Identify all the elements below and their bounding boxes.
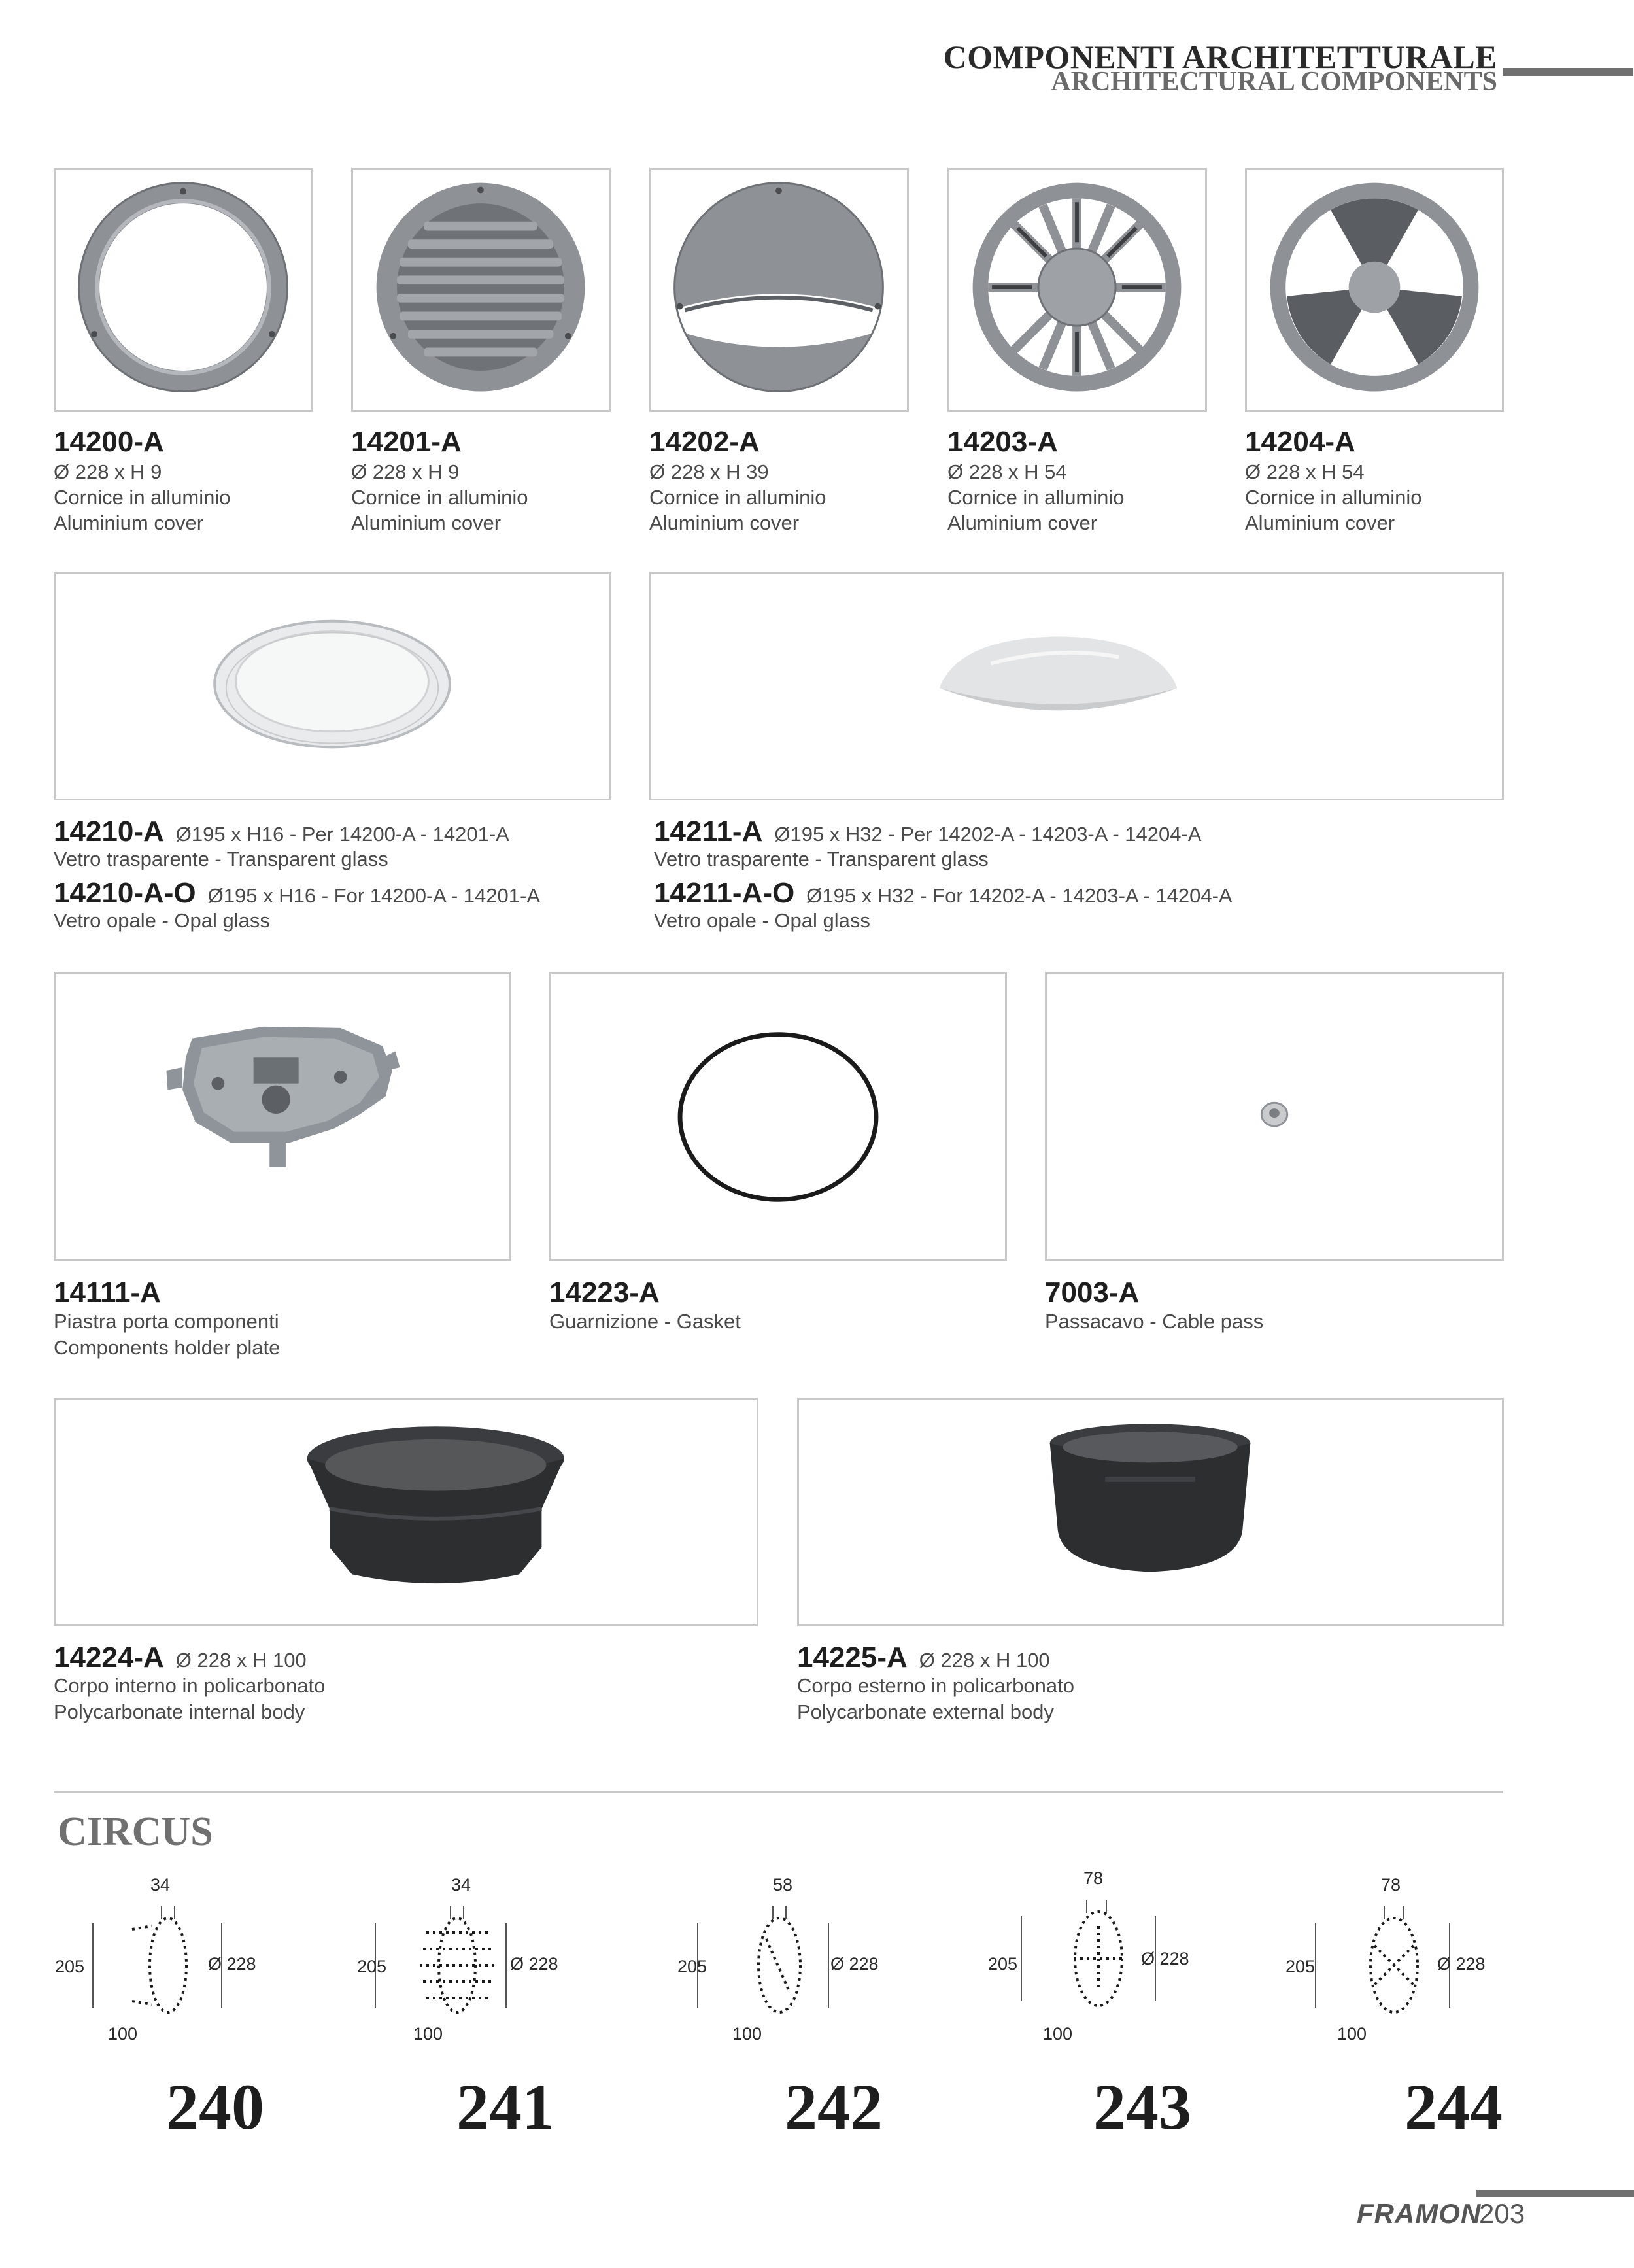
glass-spec: Ø195 x H32 - Per 14202-A - 14203-A - 14204-A xyxy=(774,823,1202,846)
page-reference[interactable]: 241 xyxy=(456,2070,554,2143)
flat-glass-icon xyxy=(56,574,609,799)
glass-spec: Ø195 x H16 - Per 14200-A - 14201-A xyxy=(175,823,509,846)
product-image-14211-a xyxy=(649,572,1504,800)
drawing-diameter-dim: Ø 228 xyxy=(1437,1954,1486,1974)
product-image-14200-a xyxy=(54,168,313,412)
page-number: 203 xyxy=(1479,2198,1525,2229)
page-reference[interactable]: 243 xyxy=(1093,2070,1191,2143)
footer-rule xyxy=(1476,2190,1634,2197)
drawing-height-dim: 205 xyxy=(357,1957,387,1976)
section-title-italian: COMPONENTI ARCHITETTURALE xyxy=(943,39,1497,75)
drawing-width-dim: 100 xyxy=(1337,2024,1367,2044)
product-code xyxy=(54,1643,307,1672)
glass-code: 14210-A-O xyxy=(54,877,196,909)
product-code: 14223-A xyxy=(549,1277,660,1309)
product-image-14202-a xyxy=(649,168,909,412)
drawing-top-dim: 58 xyxy=(773,1875,793,1895)
page-reference[interactable]: 242 xyxy=(785,2070,883,2143)
header-rule xyxy=(1503,68,1633,76)
product-image-14111-a xyxy=(54,972,511,1261)
drawing-height-dim: 205 xyxy=(988,1954,1018,1974)
internal-body-icon xyxy=(56,1400,757,1624)
glass-desc: Vetro opale - Opal glass xyxy=(654,909,870,932)
product-code xyxy=(54,817,509,846)
product-desc-it: Cornice in alluminio xyxy=(947,486,1125,509)
trefoil-cover-icon xyxy=(1247,170,1502,410)
product-code-text: 14225-A xyxy=(797,1641,908,1674)
page-reference[interactable]: 244 xyxy=(1404,2070,1503,2143)
component-plate-icon xyxy=(56,974,509,1259)
product-desc-en: Polycarbonate external body xyxy=(797,1700,1054,1723)
drawing-top-dim: 34 xyxy=(451,1875,471,1895)
glass-desc: Vetro trasparente - Transparent glass xyxy=(54,848,388,870)
section-title-english: ARCHITECTURAL COMPONENTS xyxy=(1051,67,1497,97)
spoke-cover-icon xyxy=(949,170,1205,410)
drawing-top-dim: 34 xyxy=(150,1875,171,1895)
product-desc-it: Corpo esterno in policarbonato xyxy=(797,1674,1074,1697)
product-image-14201-a xyxy=(351,168,611,412)
product-code: 14200-A xyxy=(54,426,164,458)
ring-cover-icon xyxy=(56,170,311,410)
product-desc-it: Cornice in alluminio xyxy=(1245,486,1422,509)
product-image-7003-a xyxy=(1045,972,1504,1261)
product-desc-en: Aluminium cover xyxy=(54,511,204,534)
product-desc-en: Aluminium cover xyxy=(947,511,1098,534)
drawing-width-dim: 100 xyxy=(1043,2024,1073,2044)
product-code: 14201-A xyxy=(351,426,462,458)
product-desc-it: Corpo interno in policarbonato xyxy=(54,1674,326,1697)
dome-glass-icon xyxy=(651,574,1502,799)
series-title: CIRCUS xyxy=(58,1810,213,1854)
drawing-top-dim: 78 xyxy=(1083,1868,1104,1888)
glass-code: 14211-A-O xyxy=(654,877,795,909)
section-divider xyxy=(54,1791,1503,1793)
product-desc: Passacavo - Cable pass xyxy=(1045,1310,1264,1333)
drawing-diameter-dim: Ø 228 xyxy=(830,1954,879,1974)
drawing-height-dim: 205 xyxy=(677,1957,707,1976)
product-code: 14203-A xyxy=(947,426,1058,458)
drawing-height-dim: 205 xyxy=(55,1957,85,1976)
product-dims: Ø 228 x H 100 xyxy=(175,1649,307,1672)
product-code xyxy=(54,879,540,908)
product-desc-en: Aluminium cover xyxy=(649,511,800,534)
glass-desc: Vetro opale - Opal glass xyxy=(54,909,270,932)
product-desc-en: Polycarbonate internal body xyxy=(54,1700,305,1723)
drawing-top-dim: 78 xyxy=(1381,1875,1401,1895)
product-dims: Ø 228 x H 9 xyxy=(351,460,460,483)
glass-code: 14210-A xyxy=(54,816,164,848)
product-dims: Ø 228 x H 100 xyxy=(919,1649,1050,1672)
cable-pass-icon xyxy=(1047,974,1502,1259)
product-code: 14202-A xyxy=(649,426,760,458)
page-reference[interactable]: 240 xyxy=(166,2070,264,2143)
drawing-height-dim: 205 xyxy=(1285,1957,1316,1976)
product-desc: Guarnizione - Gasket xyxy=(549,1310,741,1333)
product-code xyxy=(654,817,1201,846)
product-dims: Ø 228 x H 9 xyxy=(54,460,162,483)
drawing-width-dim: 100 xyxy=(108,2024,138,2044)
product-desc-en: Aluminium cover xyxy=(351,511,502,534)
product-image-14225-a xyxy=(797,1398,1504,1626)
drawing-width-dim: 100 xyxy=(732,2024,762,2044)
glass-code: 14211-A xyxy=(654,816,763,848)
glass-desc: Vetro trasparente - Transparent glass xyxy=(654,848,989,870)
product-code-text: 14224-A xyxy=(54,1641,164,1674)
product-desc-it: Cornice in alluminio xyxy=(649,486,826,509)
product-dims: Ø 228 x H 54 xyxy=(947,460,1067,483)
louvre-cover-icon xyxy=(353,170,609,410)
drawing-diameter-dim: Ø 228 xyxy=(1141,1949,1189,1968)
product-image-14204-a xyxy=(1245,168,1504,412)
drawing-diameter-dim: Ø 228 xyxy=(510,1954,558,1974)
brand-logo: FRAMON xyxy=(1357,2198,1482,2229)
gasket-icon xyxy=(551,974,1005,1259)
product-code xyxy=(654,879,1233,908)
product-code: 14111-A xyxy=(54,1277,161,1309)
product-desc-en: Aluminium cover xyxy=(1245,511,1395,534)
product-desc-it: Cornice in alluminio xyxy=(351,486,528,509)
external-body-icon xyxy=(799,1400,1502,1624)
product-desc-it: Piastra porta componenti xyxy=(54,1310,279,1333)
product-dims: Ø 228 x H 54 xyxy=(1245,460,1365,483)
product-desc-it: Cornice in alluminio xyxy=(54,486,231,509)
product-image-14210-a xyxy=(54,572,611,800)
product-image-14224-a xyxy=(54,1398,758,1626)
product-code: 7003-A xyxy=(1045,1277,1140,1309)
drawing-diameter-dim: Ø 228 xyxy=(208,1954,256,1974)
product-dims: Ø 228 x H 39 xyxy=(649,460,769,483)
glass-spec: Ø195 x H16 - For 14200-A - 14201-A xyxy=(207,884,541,907)
product-code xyxy=(797,1643,1050,1672)
drawing-width-dim: 100 xyxy=(413,2024,443,2044)
product-image-14223-a xyxy=(549,972,1007,1261)
product-desc-en: Components holder plate xyxy=(54,1336,281,1359)
glass-spec: Ø195 x H32 - For 14202-A - 14203-A - 14204-A xyxy=(806,884,1233,907)
product-image-14203-a xyxy=(947,168,1207,412)
eyelid-cover-icon xyxy=(651,170,907,410)
product-code: 14204-A xyxy=(1245,426,1355,458)
